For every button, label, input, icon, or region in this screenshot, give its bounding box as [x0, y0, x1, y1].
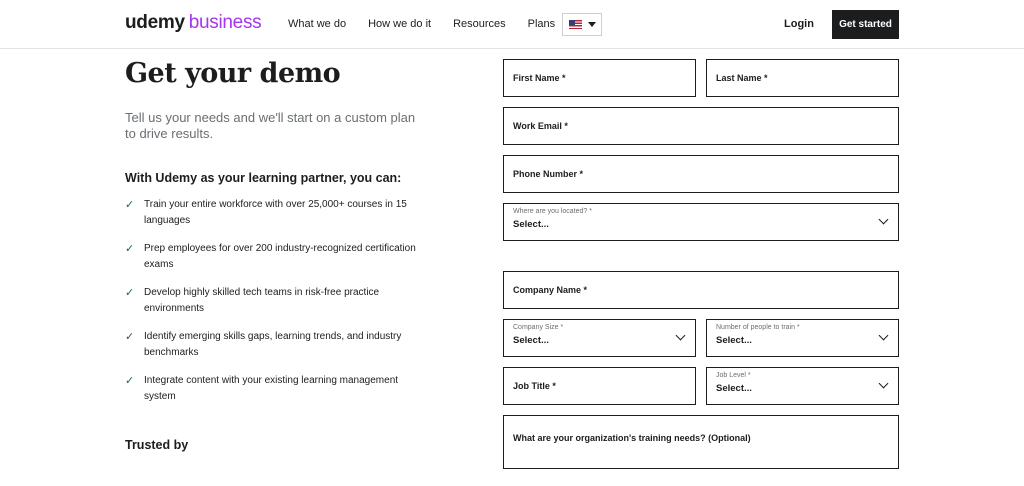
- first-name-field[interactable]: [503, 59, 696, 97]
- logo-sub-text: business: [188, 12, 262, 33]
- last-name-label: Last Name *: [716, 73, 768, 83]
- job-title-field[interactable]: [503, 367, 696, 405]
- company-name-field[interactable]: [503, 271, 899, 309]
- chevron-down-icon: [879, 215, 889, 225]
- training-needs-label: What are your organization's training needs? (Optional): [513, 433, 751, 443]
- checkmark-icon: ✓: [125, 287, 135, 299]
- people-to-train-select[interactable]: [706, 319, 899, 357]
- people-to-train-value: Select...: [716, 335, 752, 346]
- chevron-down-icon: [879, 379, 889, 389]
- last-name-field[interactable]: [706, 59, 899, 97]
- list-item: [125, 241, 425, 285]
- benefits-list: [125, 197, 425, 417]
- company-size-select[interactable]: [503, 319, 696, 357]
- location-value: Select...: [513, 219, 549, 230]
- intro-text: Tell us your needs and we'll start on a custom plan to drive results.: [125, 110, 416, 141]
- benefit-text: Prep employees for over 200 industry-recognized certification exams: [144, 243, 416, 270]
- language-selector[interactable]: [562, 13, 602, 36]
- work-email-field[interactable]: [503, 107, 899, 145]
- phone-number-label: Phone Number *: [513, 169, 584, 179]
- job-title-label: Job Title *: [513, 381, 556, 391]
- checkmark-icon: ✓: [125, 199, 135, 211]
- job-level-select[interactable]: [706, 367, 899, 405]
- training-needs-textarea[interactable]: [503, 415, 899, 469]
- main-nav: [288, 18, 555, 30]
- benefit-text: Develop highly skilled tech teams in risk-free practice environments: [144, 287, 380, 314]
- job-level-label: Job Level *: [716, 372, 751, 379]
- company-size-value: Select...: [513, 335, 549, 346]
- benefit-text: Integrate content with your existing learning management system: [144, 375, 399, 402]
- login-link[interactable]: Login: [784, 18, 814, 30]
- benefit-text: Train your entire workforce with over 25,000+ courses in 15 languages: [144, 199, 407, 226]
- get-started-button[interactable]: Get started: [832, 10, 899, 39]
- nav-resources[interactable]: Resources: [453, 18, 506, 30]
- checkmark-icon: ✓: [125, 375, 135, 387]
- chevron-down-icon: [676, 331, 686, 341]
- list-item: [125, 285, 425, 329]
- chevron-down-icon: [879, 331, 889, 341]
- location-label: Where are you located? *: [513, 208, 592, 215]
- checkmark-icon: ✓: [125, 331, 135, 343]
- job-level-value: Select...: [716, 383, 752, 394]
- first-name-label: First Name *: [513, 73, 566, 83]
- list-item: [125, 197, 425, 241]
- company-size-label: Company Size *: [513, 324, 564, 331]
- top-navigation-bar: [0, 0, 1024, 49]
- phone-number-field[interactable]: [503, 155, 899, 193]
- company-name-label: Company Name *: [513, 285, 588, 295]
- location-select[interactable]: [503, 203, 899, 241]
- nav-what-we-do[interactable]: What we do: [288, 18, 347, 30]
- nav-plans[interactable]: Plans: [527, 18, 556, 30]
- caret-down-icon: [588, 22, 596, 27]
- work-email-label: Work Email *: [513, 121, 568, 131]
- partner-heading: With Udemy as your learning partner, you can:: [125, 171, 402, 185]
- people-to-train-label: Number of people to train *: [716, 324, 800, 331]
- trusted-by-heading: Trusted by: [125, 438, 189, 452]
- list-item: [125, 373, 425, 417]
- logo-brand-text: udemy: [125, 12, 185, 33]
- us-flag-icon: [569, 20, 582, 29]
- udemy-business-logo[interactable]: [125, 12, 261, 34]
- nav-how-we-do-it[interactable]: How we do it: [368, 18, 432, 30]
- list-item: [125, 329, 425, 373]
- benefit-text: Identify emerging skills gaps, learning trends, and industry benchmarks: [144, 331, 402, 358]
- checkmark-icon: ✓: [125, 243, 135, 255]
- page-title: Get your demo: [125, 58, 341, 89]
